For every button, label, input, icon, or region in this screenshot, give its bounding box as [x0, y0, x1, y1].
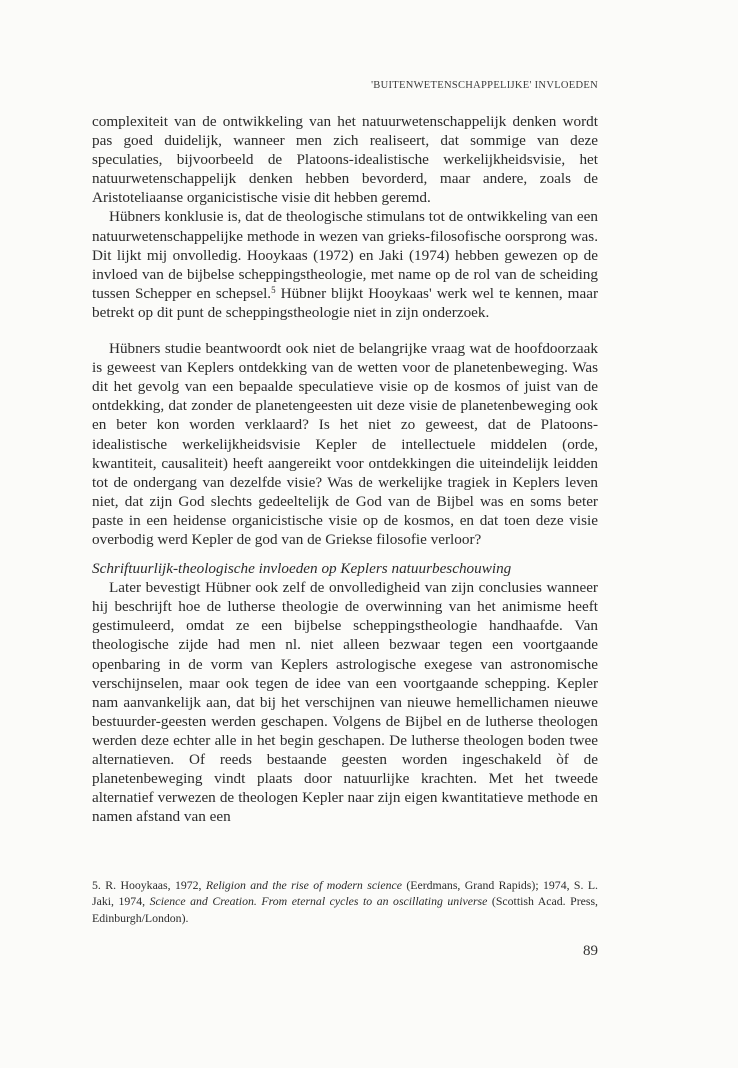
- footnote-title-1: Religion and the rise of modern science: [205, 878, 402, 892]
- paragraph-3: Hübners studie beantwoordt ook niet de belangrijke vraag wat de hoofdoorzaak is geweest van Keplers ontdekking van de wetten voor de planetenbeweging. Was dit het gevolg van een bepaalde speculatieve visie op de kosmos of juist van de ontdekking, dat zonder de planetengeesten uit deze visie de planetenbeweging ook en beter kon worden verklaard? Is het niet zo geweest, dat de Platoons-idealistische werkelijkheidsvisie Kepler de intellectuele middelen (orde, kwantiteit, causaliteit) heeft aangereikt voor ontdekkingen die uiteindelijk leidden tot de ondergang van dezelfde visie? Was de werkelijke tragiek in Keplers leven niet, dat zijn God slechts gedeeltelijk de God van de Bijbel was en soms beter paste in een heidense organicistische visie op de kosmos, en dat toen deze visie overbodig werd Kepler de god van de Griekse filosofie verloor?: [92, 340, 598, 548]
- body-text: [92, 112, 598, 826]
- footnote-title-2: Science and Creation. From eternal cycles to an oscillating universe: [149, 894, 488, 909]
- paragraph-2: [92, 207, 598, 322]
- page-number: 89: [583, 943, 598, 959]
- footnote-reference: 5: [271, 284, 276, 295]
- footnote-author-1: R. Hooykaas, 1972,: [100, 878, 206, 892]
- footnote-number: 5.: [92, 878, 101, 892]
- footnote-publisher-2: (Scottish Acad. Press, Edinburgh/London).: [92, 894, 598, 925]
- footnote: [92, 877, 598, 926]
- running-head: 'BUITENWETENSCHAPPELIJKE' INVLOEDEN: [371, 80, 598, 91]
- footnote-publisher-1: (Eerdmans, Grand Rapids); 1974, S. L. Jaki, 1974,: [92, 878, 598, 909]
- paragraph-2-tail: Hübner blijkt Hooykaas' werk wel te kennen, maar betrekt op dit punt de scheppingstheologie niet in zijn onderzoek.: [92, 284, 599, 321]
- paragraph-1: complexiteit van de ontwikkeling van het natuurwetenschappelijk denken wordt pas goed duidelijk, wanneer men zich realiseert, dat sommige van deze speculaties, bijvoorbeeld de Platoons-idealistische werkelijkheidsvisie, het natuurwetenschappelijk denken hebben bevorderd, maar andere, zoals de Aristoteliaanse organicistische visie dit hebben geremd.: [92, 113, 598, 207]
- paragraph-spacer: [92, 322, 598, 339]
- section-heading: Schriftuurlijk-theologische invloeden op Keplers natuurbeschouwing: [92, 560, 512, 578]
- paragraph-2-text: Hübners konklusie is, dat de theologische stimulans tot de ontwikkeling van een natuurwetenschappelijke methode in wezen van grieks-filosofische oorsprong was. Dit lijkt mij onvolledig. Hooykaas (1972) en Jaki (1974) hebben gewezen op de invloed van de bijbelse scheppingstheologie, met name op de rol van de scheiding tussen Schepper en schepsel.: [92, 208, 598, 302]
- paragraph-4: Later bevestigt Hübner ook zelf de onvolledigheid van zijn conclusies wanneer hij beschrijft hoe de lutherse theologie de overwinning van het animisme heeft gestimuleerd, omdat ze een bijbelse scheppingstheologie handhaafde. Van theologische zijde had men nl. niet alleen bezwaar tegen een voortgaande openbaring in de vorm van Keplers astrologische exegese van astronomische verschijnselen, maar ook tegen de idee van een voortgaande schepping. Kepler nam aanvankelijk aan, dat bij het verschijnen van nieuwe hemellichamen nieuwe bestuurder-geesten werden geschapen. Volgens de Bijbel en de lutherse theologen werden deze echter alle in het begin geschapen. De lutherse theologen boden twee alternatieven. Of reeds bestaande geesten worden ingeschakeld òf de planetenbeweging vindt plaats door natuurlijke krachten. Met het tweede alternatief verwezen de theologen Kepler naar zijn eigen kwantitatieve methode en namen afstand van een: [92, 579, 598, 826]
